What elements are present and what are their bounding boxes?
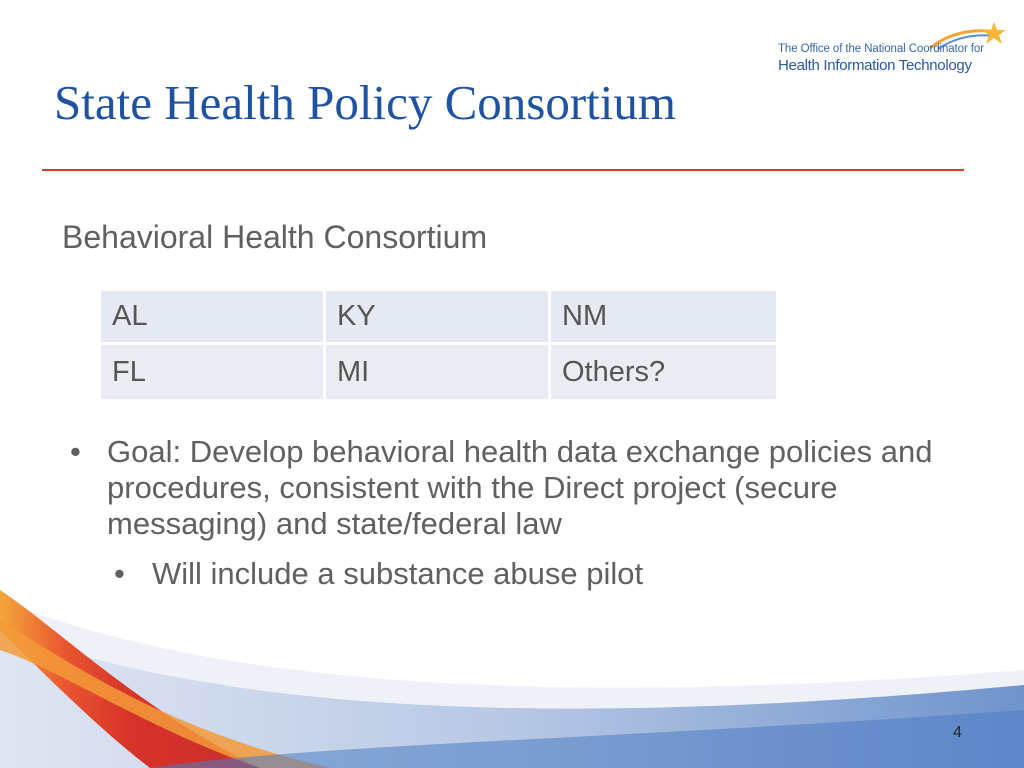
onc-logo (778, 22, 1008, 78)
table-cell: MI (326, 345, 551, 399)
logo-line-1: The Office of the National Coordinator for (778, 43, 984, 55)
states-table (101, 291, 776, 399)
table-cell: NM (551, 291, 776, 345)
table-cell: Others? (551, 345, 776, 399)
table-cell: AL (101, 291, 326, 345)
slide-subtitle: Behavioral Health Consortium (62, 219, 488, 255)
table-row (101, 291, 776, 345)
list-item (64, 434, 964, 542)
logo-line-2: Health Information Technology (778, 57, 972, 74)
bullet-icon: • (114, 556, 125, 591)
table-cell: KY (326, 291, 551, 345)
bullet-icon: • (70, 434, 81, 469)
table-row (101, 345, 776, 399)
title-divider (42, 169, 964, 171)
bullet-text: Goal: Develop behavioral health data exchange policies and procedures, consistent with the Direct project (secure messaging) and state/federal law (107, 434, 933, 541)
page-number: 4 (953, 724, 962, 741)
table-cell: FL (101, 345, 326, 399)
sub-bullet-text: Will include a substance abuse pilot (152, 556, 644, 591)
slide-title: State Health Policy Consortium (54, 75, 676, 130)
bottom-decorative-swoosh (0, 560, 1024, 768)
